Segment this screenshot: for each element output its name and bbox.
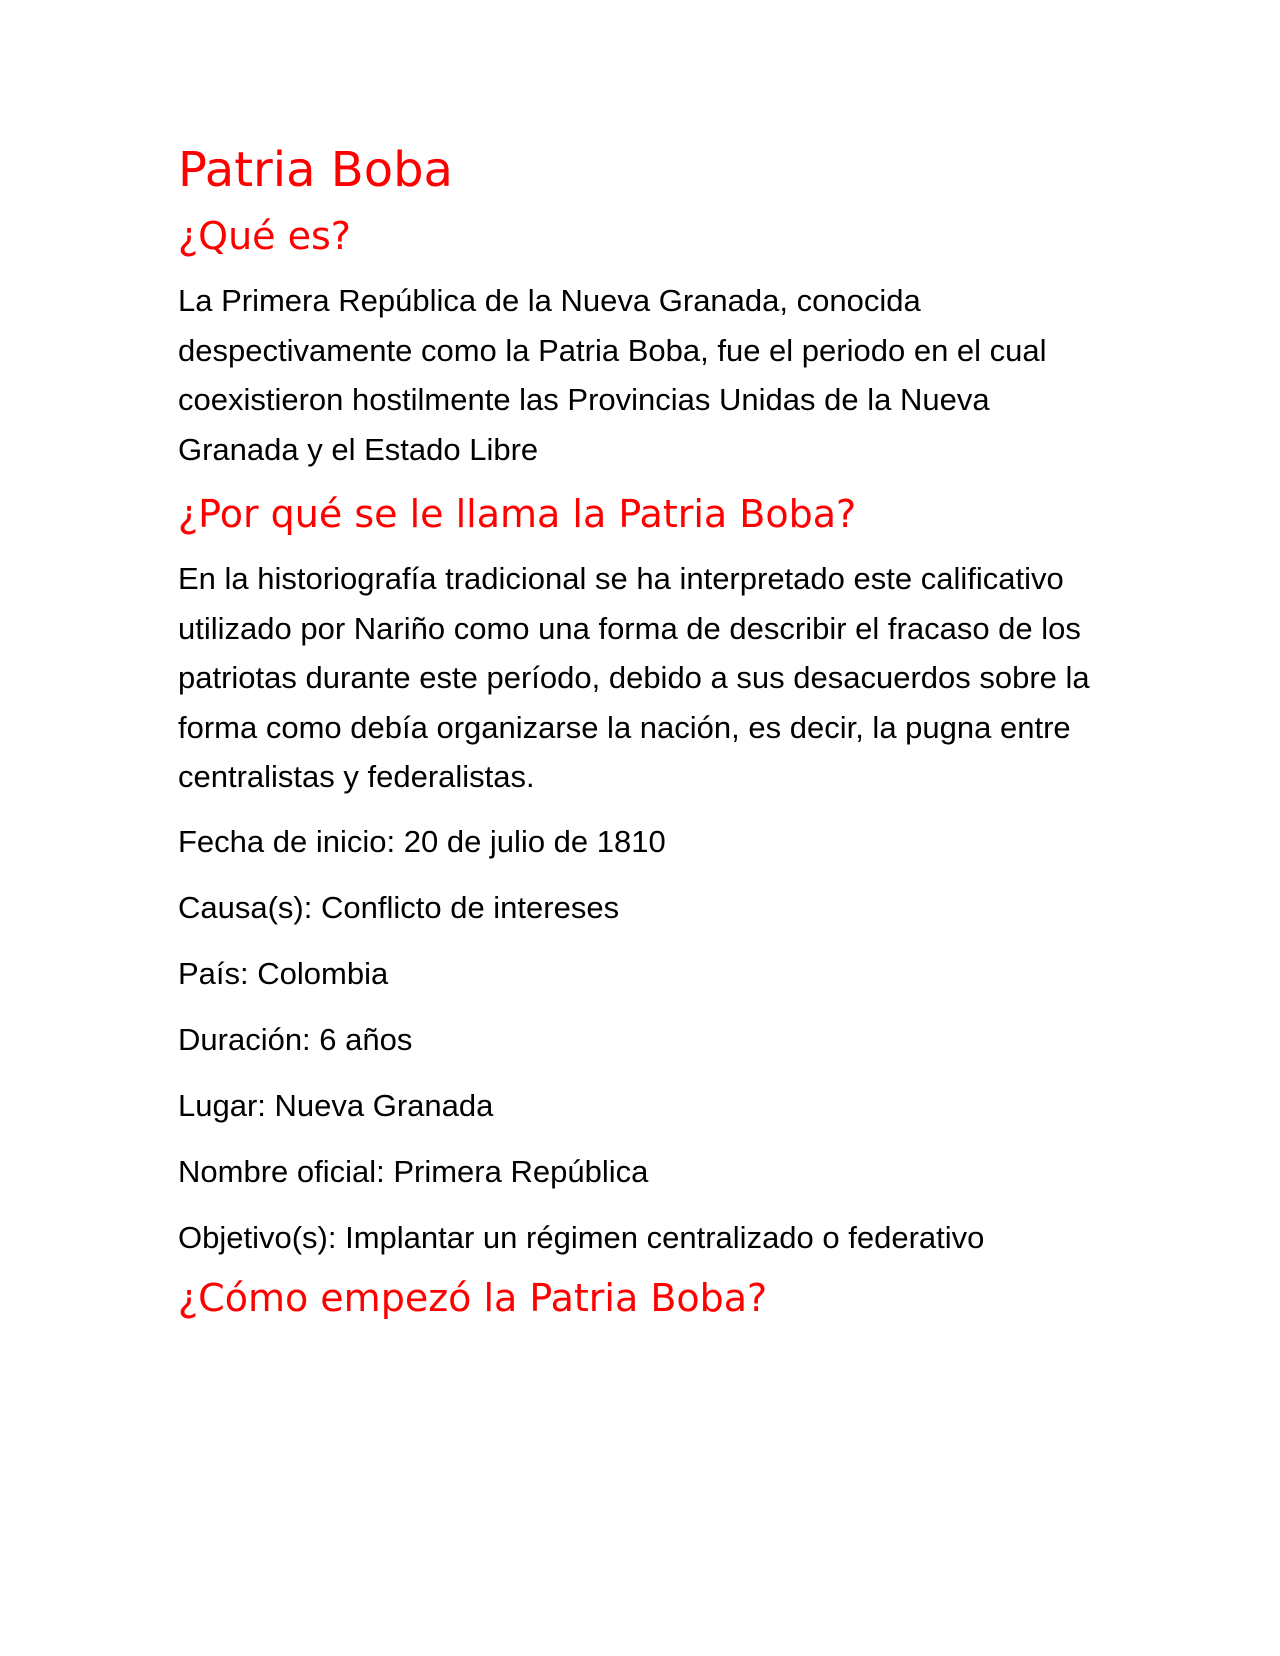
heading-como-empezo: ¿Cómo empezó la Patria Boba? [178, 1275, 768, 1320]
fact-duracion: Duración: 6 años [178, 1021, 413, 1057]
fact-pais: País: Colombia [178, 955, 389, 991]
fact-objetivos: Objetivo(s): Implantar un régimen centralizado o federativo [178, 1219, 985, 1255]
paragraph-que-es: La Primera República de la Nueva Granada, conocida despectivamente como la Patria Boba, fue el periodo en el cual coexistieron hostilmente las Provincias Unidas de la Nueva Granada y el Estado Libre [178, 283, 1047, 467]
heading-por-que: ¿Por qué se le llama la Patria Boba? [178, 492, 857, 536]
fact-fecha-de-inicio: Fecha de inicio: 20 de julio de 1810 [178, 823, 666, 859]
fact-nombre-oficial: Nombre oficial: Primera República [178, 1153, 649, 1189]
document-content [178, 140, 1118, 1322]
facts-list [178, 817, 1118, 1262]
document-title: Patria Boba [178, 142, 453, 198]
fact-causas: Causa(s): Conflicto de intereses [178, 889, 620, 925]
heading-que-es: ¿Qué es? [178, 214, 351, 258]
fact-lugar: Lugar: Nueva Granada [178, 1087, 494, 1123]
paragraph-por-que: En la historiografía tradicional se ha interpretado este calificativo utilizado por Nariño como una forma de describir el fracaso de los patriotas durante este período, debido a sus desacuerdos sobre la forma como debía organizarse la nación, es decir, la pugna entre centralistas y federalistas. [178, 561, 1090, 794]
